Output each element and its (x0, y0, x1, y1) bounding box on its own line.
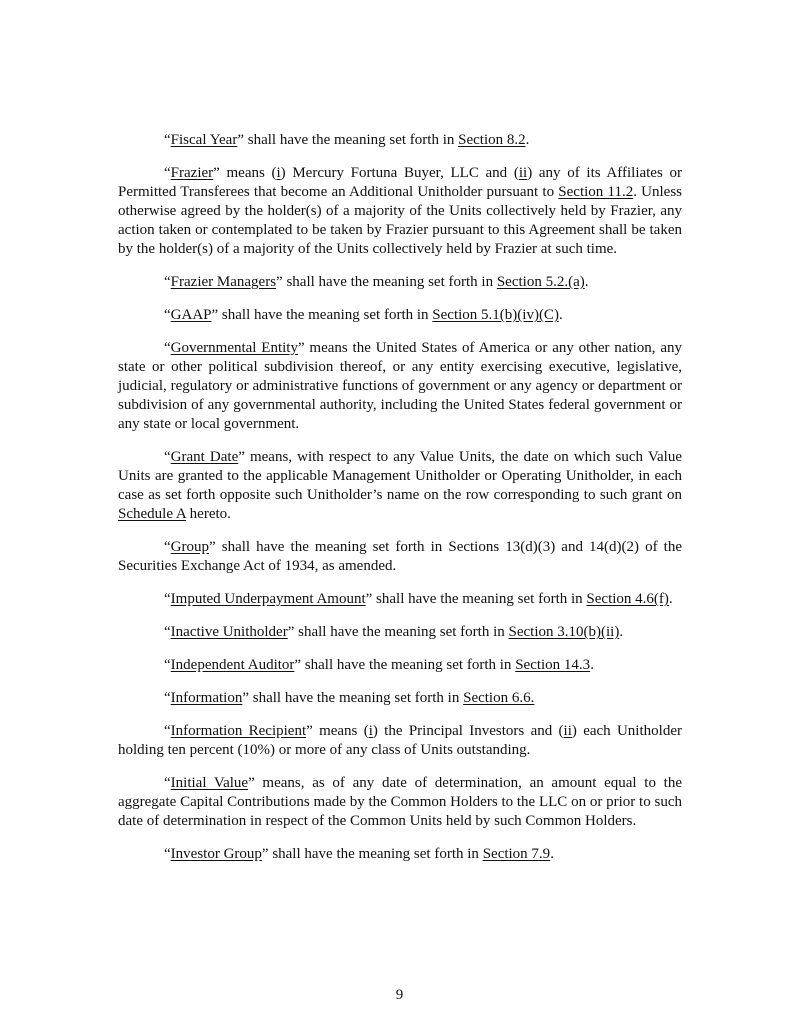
underlined-term: Section 7.9 (482, 846, 551, 862)
underlined-term: GAAP (170, 307, 212, 323)
definition-grant-date (118, 448, 682, 524)
definition-group (118, 538, 682, 576)
underlined-term: Information (170, 690, 243, 706)
definition-text: “ (164, 165, 171, 181)
underlined-term: Independent Auditor (170, 657, 295, 673)
definition-frazier-managers (118, 273, 682, 292)
underlined-term: Governmental Entity (170, 340, 298, 356)
underlined-term: Fiscal Year (170, 132, 238, 148)
document-body (118, 131, 682, 878)
definition-text: ” means the United States of America or any other nation, any state or other political subdivision thereof, or any entity exercising executive, legislative, judicial, regulatory or administrative functions of government or any agency or department or subdivision of any governmental authority, including the United States federal government or any state or local government. (118, 340, 682, 432)
definition-text: . (619, 624, 624, 640)
definition-text: “ (164, 591, 171, 607)
underlined-term: Section 5.1(b)(iv)(C) (432, 307, 559, 323)
definition-text: “ (164, 657, 171, 673)
definition-text: ” shall have the meaning set forth in (276, 274, 497, 290)
definition-text: ” means, with respect to any Value Units, the date on which such Value Units are granted to the applicable Management Unitholder or Operating Unitholder, in each case as set forth opposite such Unitholder’s name on the row corresponding to such grant on (118, 449, 682, 503)
definition-text: “ (164, 775, 171, 791)
definition-text: ) the Principal Investors and ( (372, 723, 564, 739)
underlined-term: Frazier Managers (170, 274, 277, 290)
underlined-term: Section 5.2.(a) (496, 274, 585, 290)
definition-text: “ (164, 132, 171, 148)
definition-text: hereto. (185, 506, 231, 522)
underlined-term: Initial Value (170, 775, 249, 791)
definition-fiscal-year (118, 131, 682, 150)
definition-text: . (558, 307, 563, 323)
definition-text: “ (164, 307, 171, 323)
underlined-term: Section 4.6(f) (586, 591, 669, 607)
definition-text: “ (164, 340, 171, 356)
definition-text: ) each Unitholder holding ten percent (10%) or more of any class of Units outstanding. (118, 723, 682, 758)
definition-text: “ (164, 274, 171, 290)
underlined-term: Section 8.2 (458, 132, 526, 148)
definition-text: ” shall have the meaning set forth in (287, 624, 509, 640)
underlined-term: ii (563, 723, 572, 739)
definition-gaap (118, 306, 682, 325)
definition-governmental-entity (118, 339, 682, 434)
definition-text: ” shall have the meaning set forth in (261, 846, 483, 862)
underlined-term: Section 3.10(b)(ii) (508, 624, 620, 640)
definition-independent-auditor (118, 656, 682, 675)
underlined-term: Frazier (170, 165, 214, 181)
definition-text: “ (164, 690, 171, 706)
underlined-term: i (276, 165, 281, 181)
underlined-term: Grant Date (170, 449, 239, 465)
definition-text: ) any of its Affiliates or Permitted Transferees that become an Additional Unitholder pursuant to (118, 165, 682, 200)
definition-information-recipient (118, 722, 682, 760)
definition-inactive-unitholder (118, 623, 682, 642)
definition-text: “ (164, 846, 171, 862)
definition-text: “ (164, 539, 171, 555)
definition-text: . (525, 132, 530, 148)
definition-text: ” shall have the meaning set forth in (211, 307, 433, 323)
page-number: 9 (395, 987, 404, 1003)
definition-frazier (118, 164, 682, 259)
underlined-term: Imputed Underpayment Amount (170, 591, 366, 607)
underlined-term: Information Recipient (170, 723, 307, 739)
definition-text: . (668, 591, 673, 607)
definition-text: . (590, 657, 594, 673)
definition-text: ) Mercury Fortuna Buyer, LLC and ( (280, 165, 519, 181)
underlined-term: i (368, 723, 373, 739)
definition-text: ” shall have the meaning set forth in Sections 13(d)(3) and 14(d)(2) of the Securities Exchange Act of 1934, as amended. (118, 539, 682, 574)
definition-text: . Unless otherwise agreed by the holder(s) of a majority of the Units collectively held by Frazier, any action taken or contemplated to be taken by Frazier pursuant to this Agreement shall be taken by the holder(s) of a majority of the Units collectively held by Frazier at such time. (118, 184, 682, 257)
definition-text: ” shall have the meaning set forth in (242, 690, 464, 706)
definition-text: ” means, as of any date of determination, an amount equal to the aggregate Capital Contributions made by the Common Holders to the LLC on or prior to such date of determination in respect of the Common Units held by such Common Holders. (118, 775, 682, 829)
definition-text: “ (164, 723, 171, 739)
definition-text: ” shall have the meaning set forth in (294, 657, 516, 673)
definition-text: ” means ( (306, 723, 369, 739)
definition-text: ” shall have the meaning set forth in (237, 132, 459, 148)
definition-initial-value (118, 774, 682, 831)
definition-information (118, 689, 682, 708)
definition-text: “ (164, 449, 171, 465)
underlined-term: ii (518, 165, 528, 181)
definition-text: . (584, 274, 589, 290)
definition-text: ” shall have the meaning set forth in (365, 591, 587, 607)
definition-investor-group (118, 845, 682, 864)
underlined-term: Section 11.2 (558, 184, 634, 200)
underlined-term: Investor Group (170, 846, 262, 862)
definition-text: ” means ( (213, 165, 277, 181)
definition-imputed-underpayment-amount (118, 590, 682, 609)
underlined-term: Group (170, 539, 209, 555)
definition-text: . (550, 846, 554, 862)
definition-text: “ (164, 624, 171, 640)
underlined-term: Section 6.6. (463, 690, 535, 706)
underlined-term: Inactive Unitholder (170, 624, 288, 640)
underlined-term: Schedule A (118, 506, 186, 522)
underlined-term: Section 14.3 (515, 657, 591, 673)
